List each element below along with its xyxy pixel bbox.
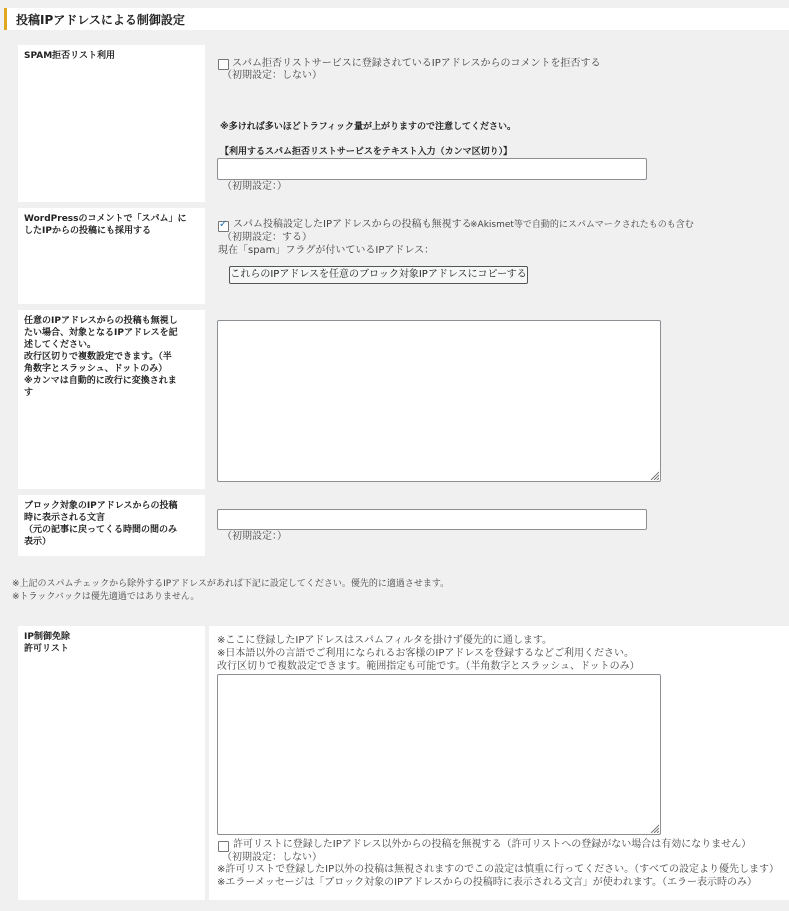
label-line: したIPからの投稿にも採用する	[24, 226, 151, 236]
label-line: たい場合、対象となるIPアドレスを記	[24, 328, 178, 338]
label-line: 述してください。	[24, 340, 97, 350]
copy-to-block-list-button[interactable]: これらのIPアドレスを任意のブロック対象IPアドレスにコピーする	[229, 266, 528, 284]
label-line: 許可リスト	[24, 644, 69, 654]
note-trackback: ※トラックバックは優先適過ではありません。	[12, 592, 200, 602]
block-message-input[interactable]	[217, 509, 647, 530]
allow-list-default: （初期設定：しない）	[222, 852, 322, 863]
service-heading: 【利用するスパム拒否リストサービスをテキスト入力（カンマ区切り）】	[220, 147, 513, 157]
label-line: ※カンマは自動的に改行に変換されま	[24, 376, 177, 386]
service-default: （初期設定：）	[222, 181, 287, 192]
resize-grip-icon[interactable]	[649, 470, 659, 480]
resize-grip-icon[interactable]	[649, 823, 659, 833]
current-spam-flag-text: 現在「spam」フラグが付いているIPアドレス：	[218, 245, 435, 256]
wp-spam-default: （初期設定：する）	[222, 232, 312, 243]
allow-info-line: ※日本語以外の言語でご利用になられるお客様のIPアドレスを登録するなどご利用ください。	[217, 648, 635, 659]
label-ignore-ips	[18, 310, 205, 489]
service-list-input[interactable]	[217, 158, 647, 180]
label-line: 時に表示される文言	[24, 513, 106, 523]
allow-footer-line: ※エラーメッセージは「ブロック対象のIPアドレスからの投稿時に表示される文言」が使われます。（エラー表示時のみ）	[217, 877, 757, 888]
wp-spam-checkbox-label: スパム投稿設定したIPアドレスからの投稿も無視する	[233, 219, 472, 230]
note-exclude: ※上記のスパムチェックから除外するIPアドレスがあれば下記に設定してください。優先的に適過させます。	[12, 579, 450, 589]
label-line: 表示）	[24, 537, 52, 547]
allow-list-only-checkbox[interactable]	[218, 841, 229, 852]
allow-footer-line: ※許可リストで登録したIP以外の投稿は無視されますのでこの設定は慎重に行ってください。（すべての設定より優先します）	[217, 864, 779, 875]
allow-info-line: ※ここに登録したIPアドレスはスパムフィルタを掛けず優先的に通します。	[217, 635, 553, 646]
label-line: SPAM拒否リスト利用	[24, 51, 115, 61]
ignore-ips-textarea[interactable]	[217, 320, 661, 482]
label-line: WordPressのコメントで「スパム」に	[24, 214, 187, 224]
allow-info-line: 改行区切りで複数設定できます。範囲指定も可能です。（半角数字とスラッシュ、ドットのみ）	[217, 661, 640, 672]
section-header	[4, 8, 789, 30]
label-line: IP制御免除	[24, 632, 70, 642]
traffic-warning: ※多ければ多いほどトラフィック量が上がりますので注意してください。	[220, 122, 517, 132]
label-allow-list	[18, 626, 205, 900]
allow-list-only-label: 許可リストに登録したIPアドレス以外からの投稿を無視する（許可リストへの登録がない場合は有効になりません）	[233, 839, 752, 850]
label-line: （元の記事に戻ってくる時間の間のみ	[24, 525, 178, 535]
label-line: す	[24, 388, 34, 398]
label-block-message	[18, 495, 205, 556]
section-title: 投稿IPアドレスによる制御設定	[16, 13, 185, 27]
spam-list-checkbox[interactable]	[218, 59, 229, 70]
allow-list-textarea[interactable]	[217, 674, 661, 835]
label-line: 改行区切りで複数設定できます。（半	[24, 352, 172, 362]
spam-list-default: （初期設定：しない）	[222, 70, 322, 81]
block-message-default: （初期設定：）	[222, 531, 287, 542]
wp-spam-checkbox[interactable]	[218, 221, 229, 232]
label-line: 任意のIPアドレスからの投稿も無視し	[24, 316, 178, 326]
label-line: 角数字とスラッシュ、ドットのみ）	[24, 364, 168, 374]
label-spam-list	[18, 45, 205, 202]
spam-list-checkbox-label: スパム拒否リストサービスに登録されているIPアドレスからのコメントを拒否する	[232, 58, 601, 69]
label-wp-spam	[18, 208, 205, 304]
label-line: ブロック対象のIPアドレスからの投稿	[24, 501, 178, 511]
wp-spam-checkbox-note: ※Akismet等で自動的にスパムマークされたものも含む	[470, 220, 694, 230]
